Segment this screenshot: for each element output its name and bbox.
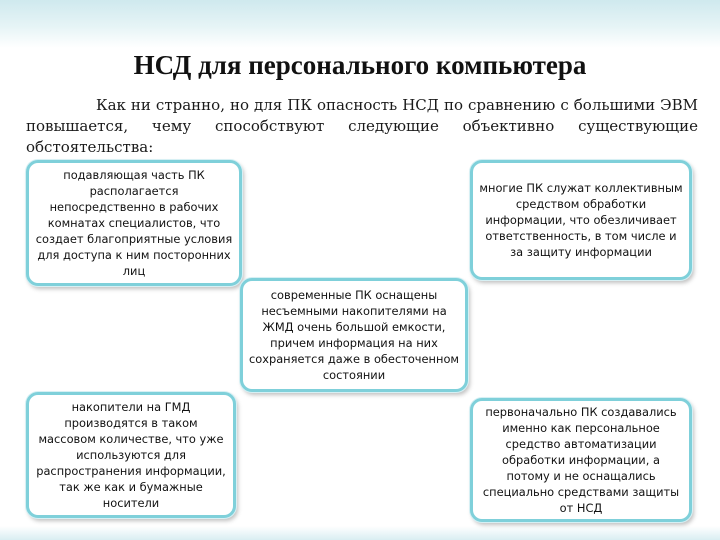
factor-text: накопители на ГМД производятся в таком массовом количестве, что уже используются для распространения информации, так же как и бумажные носители — [36, 400, 226, 510]
factor-box-shared-use — [470, 160, 692, 280]
factor-box-hard-drives — [240, 278, 468, 392]
factor-text: подавляющая часть ПК располагается непосредственно в рабочих комнатах специалистов, что создает благоприятные условия для доступа к ним посторонних лиц — [35, 168, 233, 278]
decorative-bottom-band — [0, 526, 720, 540]
decorative-top-band — [0, 0, 720, 48]
slide-title: НСД для персонального компьютера — [133, 50, 587, 80]
factor-box-workrooms — [26, 160, 242, 286]
factor-text: современные ПК оснащены несъемными накопителями на ЖМД очень большой емкости, причем информация на них сохраняется даже в обесточенном состоянии — [249, 288, 460, 382]
factor-text: первоначально ПК создавались именно как персональное средство автоматизации обработки информации, а потому и не оснащались специально средствами защиты от НСД — [482, 405, 680, 515]
factor-text: многие ПК служат коллективным средством обработки информации, что обезличивает ответственность, в том числе и за защиту информации — [479, 181, 683, 259]
factor-box-no-protection — [470, 398, 692, 522]
intro-paragraph: Как ни странно, но для ПК опасность НСД по сравнению с большими ЭВМ повышается, чему способствуют следующие объективно существующие обстоятельства: — [26, 96, 698, 156]
factor-box-floppy-drives — [26, 392, 236, 518]
